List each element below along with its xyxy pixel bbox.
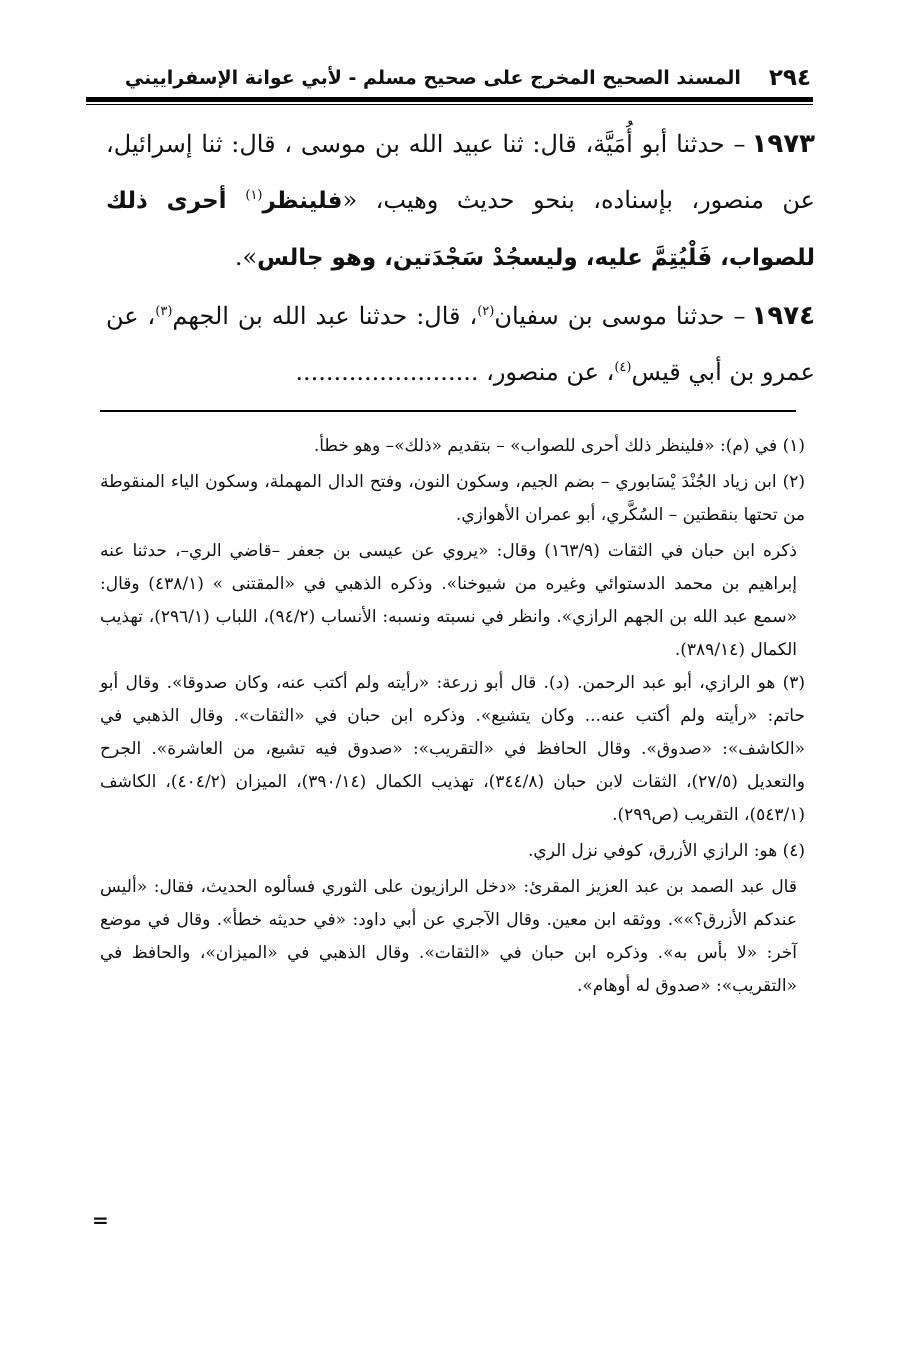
page-number: ٢٩٤ — [768, 65, 811, 91]
hadith-text: ، قال: حدثنا عبد الله بن الجهم — [172, 302, 478, 330]
hadith-text-bold: أحرى ذلك للصواب، فَلْيُتِمَّ عليه، وليسجُدْ سَجْدَتين، وهو جالس — [106, 188, 815, 271]
hadith-1974 — [106, 288, 815, 400]
hadith-text: ». — [234, 243, 258, 271]
footnote-4: (٤) هو: الرازي الأزرق، كوفي نزل الري. — [528, 841, 805, 861]
footnote-ref: (٤) — [614, 360, 632, 375]
footnote-ref: (١) — [245, 188, 263, 203]
footnote-3: (٣) هو الرازي، أبو عبد الرحمن. (د). قال أبو زرعة: «رأيته ولم أكتب عنه، وكان صدوقا». وقال أبو حاتم: «رأيته ولم أكتب عنه... وكان يتشيع». وذكره ابن حبان في «الثقات». وقال الذهبي في «الكاشف»: «صدوق». وقال الحافظ في «التقريب»: «صدوق فيه تشيع، من العاشرة». الجرح والتعديل (٢٧/٥)، الثقات لابن حبان (٣٤٤/٨)، تهذيب الكمال (٣٩٠/١٤)، الميزان (٤٠٤/٢)، الكاشف (٥٤٣/١)، التقريب (ص٢٩٩). — [100, 673, 805, 825]
footnote-1: (١) في (م): «فلينظر ذلك أحرى للصواب» – بتقديم «ذلك»– وهو خطأ. — [313, 436, 805, 456]
hadith-number: ١٩٧٣ — [751, 129, 815, 159]
footnote-divider — [100, 410, 796, 412]
hadith-number: ١٩٧٤ — [751, 301, 816, 331]
footnote-4-continued: قال عبد الصمد بن عبد العزيز المقرئ: «دخل الرازيون على الثوري فسألوه الحديث، فقال: «أليس عندكم الأزرق؟»». ووثقه ابن معين. وقال الآجري عن أبي داود: «في حديثه خطأ». وقال في موضع آخر: «لا بأس به». وذكره ابن حبان في «الثقات». وقال الذهبي في «الميزان»، والحافظ في «التقريب»: «صدوق له أوهام». — [100, 877, 797, 996]
continuation-dots: ........................ — [295, 358, 479, 386]
footnotes — [100, 430, 805, 1003]
hadith-text: ، عن عمرو بن أبي قيس — [106, 302, 815, 386]
hadith-text: – حدثنا موسى بن سفيان — [494, 302, 746, 330]
hadith-text: – حدثنا أبو أُمَيَّة، قال: ثنا عبيد الله بن موسى ، قال: ثنا إسرائيل، عن منصور، بإسناده، بنحو حديث وهيب، « — [106, 130, 815, 214]
main-text — [106, 116, 815, 400]
running-header — [124, 58, 811, 98]
footnote-ref: (٣) — [155, 304, 173, 319]
hadith-text: ، عن منصور، — [478, 358, 615, 386]
hadith-text-bold: فلينظر — [262, 188, 343, 214]
continuation-mark: = — [92, 1208, 109, 1232]
footnote-ref: (٢) — [477, 304, 495, 319]
footnote-2: (٢) ابن زياد الجُنْدَ يْسَابوري – بضم الجيم، وسكون النون، وفتح الدال المهملة، وسكون الياء المنقوطة من تحتها بنقطتين – السُكَّري، أبو عمران الأهوازي. — [100, 472, 805, 525]
running-title: المسند الصحيح المخرج على صحيح مسلم - لأبي عوانة الإسفراييني — [124, 67, 741, 89]
header-rule-thin — [86, 104, 813, 105]
footnote-2-continued: ذكره ابن حبان في الثقات (١٦٣/٩) وقال: «يروي عن عيسى بن جعفر –قاضي الري–، حدثنا عنه إبراهيم بن محمد الدستوائي وغيره من شيوخنا». وذكره الذهبي في «المقتنى » (٤٣٨/١) وقال: «سمع عبد الله بن الجهم الرازي». وانظر في نسبته ونسبه: الأنساب (٩٤/٢)، اللباب (٢٩٦/١)، تهذيب الكمال (٣٨٩/١٤). — [100, 541, 797, 660]
header-rule — [86, 97, 813, 102]
hadith-1973 — [106, 116, 815, 286]
